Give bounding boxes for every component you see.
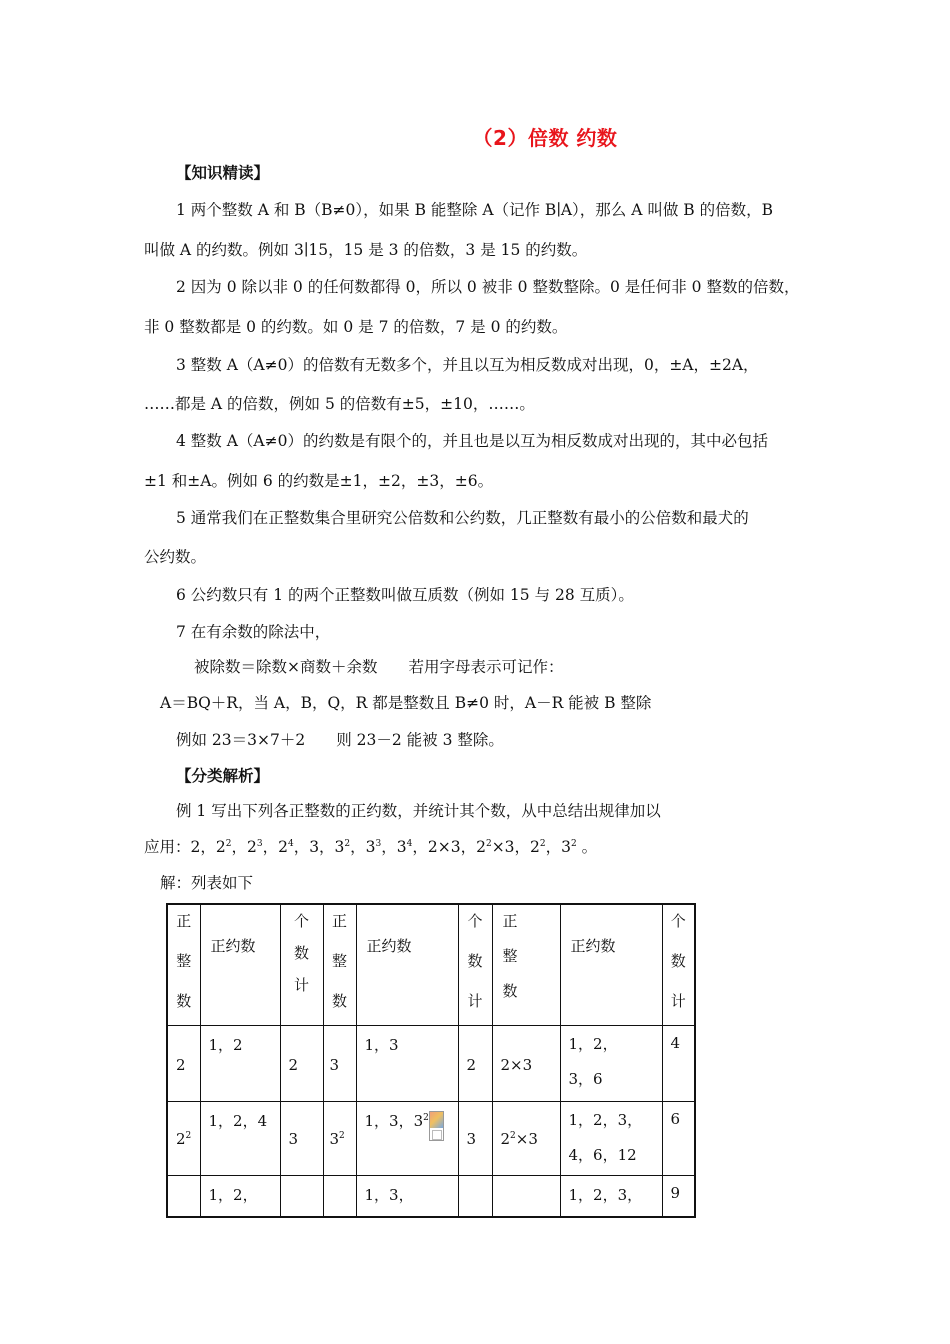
table-cell [458, 1175, 492, 1217]
paragraph-line: 1 两个整数 A 和 B（B≠0），如果 B 能整除 A（记作 B∣A），那么 A 叫做 B 的倍数，B [176, 201, 773, 219]
table-cell: 2 [458, 1025, 492, 1101]
table-cell [323, 1175, 356, 1217]
table-cell: 3 [280, 1101, 323, 1175]
table-cell: $2^2$ [167, 1101, 200, 1175]
paragraph-line: ±1 和±A。例如 6 的约数是±1，±2，±3，±6。 [144, 472, 494, 490]
table-cell: 6 [662, 1101, 695, 1175]
table-cell: 1，2， 3，6 [560, 1025, 662, 1101]
table-cell: 2 [167, 1025, 200, 1101]
paragraph-line: 6 公约数只有 1 的两个正整数叫做互质数（例如 15 与 28 互质）。 [176, 586, 634, 604]
image-placeholder-icon [429, 1111, 444, 1141]
paragraph-line: ……都是 A 的倍数，例如 5 的倍数有±5，±10，……。 [144, 395, 535, 413]
header-number: 正 整 数 [167, 904, 200, 1025]
table-cell: 1，2， [200, 1175, 280, 1217]
header-divisors: 正约数 [200, 904, 280, 1025]
table-cell: 3 [458, 1101, 492, 1175]
table-cell [167, 1175, 200, 1217]
table-cell: 3 [323, 1025, 356, 1101]
table-cell: 1，2 [200, 1025, 280, 1101]
table-cell: 2×3 [492, 1025, 560, 1101]
header-count: 个 数 计 [662, 904, 695, 1025]
table-cell: 2 [280, 1025, 323, 1101]
table-cell: $3^2$ [323, 1101, 356, 1175]
table-row [167, 1025, 695, 1101]
section-heading-analysis: 【分类解析】 [176, 767, 270, 785]
paragraph-line: 5 通常我们在正整数集合里研究公倍数和公约数，几正整数有最小的公倍数和最犬的 [176, 509, 749, 527]
header-divisors: 正约数 [356, 904, 458, 1025]
table-cell: 9 [662, 1175, 695, 1217]
table-cell [492, 1175, 560, 1217]
table-cell: 1，3，$3^2$ [356, 1101, 458, 1175]
header-number: 正 整 数 [492, 904, 560, 1025]
solution-label: 解：列表如下 [160, 874, 254, 892]
formula-line: A＝BQ＋R，当 A，B，Q，R 都是整数且 B≠0 时，A－R 能被 B 整除 [160, 694, 652, 712]
paragraph-line: 3 整数 A（A≠0）的倍数有无数多个，并且以互为相反数成对出现，0，±A，±2A， [176, 356, 759, 374]
table-cell: 1，2，3， [560, 1175, 662, 1217]
paragraph-line: 7 在有余数的除法中， [176, 623, 331, 641]
paragraph-line: 4 整数 A（A≠0）的约数是有限个的，并且也是以互为相反数成对出现的，其中必包括 [176, 432, 768, 450]
paragraph-line: 2 因为 0 除以非 0 的任何数都得 0，所以 0 被非 0 整数整除。0 是任何非 0 整数的倍数， [176, 278, 800, 296]
table-cell: 1，2，4 [200, 1101, 280, 1175]
example-statement-values: 应用：2，$2^2$，$2^3$，$2^4$，3，$3^2$，$3^3$，$3^4$，2×3，$2^2\times 3$，$2^2$，$3^2$ 。 [144, 838, 598, 856]
table-header-row [167, 904, 695, 1025]
header-count: 个 数 计 [280, 904, 323, 1025]
paragraph-line: 非 0 整数都是 0 的约数。如 0 是 7 的倍数，7 是 0 的约数。 [144, 318, 568, 336]
table-row [167, 1175, 695, 1217]
table-cell [280, 1175, 323, 1217]
table-cell: 1，3， [356, 1175, 458, 1217]
header-divisors: 正约数 [560, 904, 662, 1025]
table-cell: 4 [662, 1025, 695, 1101]
section-heading-knowledge: 【知识精读】 [176, 164, 270, 182]
example-line: 例如 23＝3×7＋2 则 23－2 能被 3 整除。 [176, 731, 504, 749]
table-cell: 1，3 [356, 1025, 458, 1101]
example-statement: 例 1 写出下列各正整数的正约数，并统计其个数，从中总结出规律加以 [176, 802, 661, 820]
table-row [167, 1101, 695, 1175]
page-title: （2）倍数 约数 [472, 126, 618, 150]
header-count: 个 数 计 [458, 904, 492, 1025]
formula-line: 被除数＝除数×商数＋余数 若用字母表示可记作： [194, 658, 564, 676]
table-cell: 1，2，3， 4，6，12 [560, 1101, 662, 1175]
divisor-table [166, 903, 696, 1218]
header-number: 正 整 数 [323, 904, 356, 1025]
paragraph-line: 叫做 A 的约数。例如 3∣15，15 是 3 的倍数，3 是 15 的约数。 [144, 241, 588, 259]
table-cell: $2^2\times 3$ [492, 1101, 560, 1175]
paragraph-line: 公约数。 [144, 548, 207, 566]
